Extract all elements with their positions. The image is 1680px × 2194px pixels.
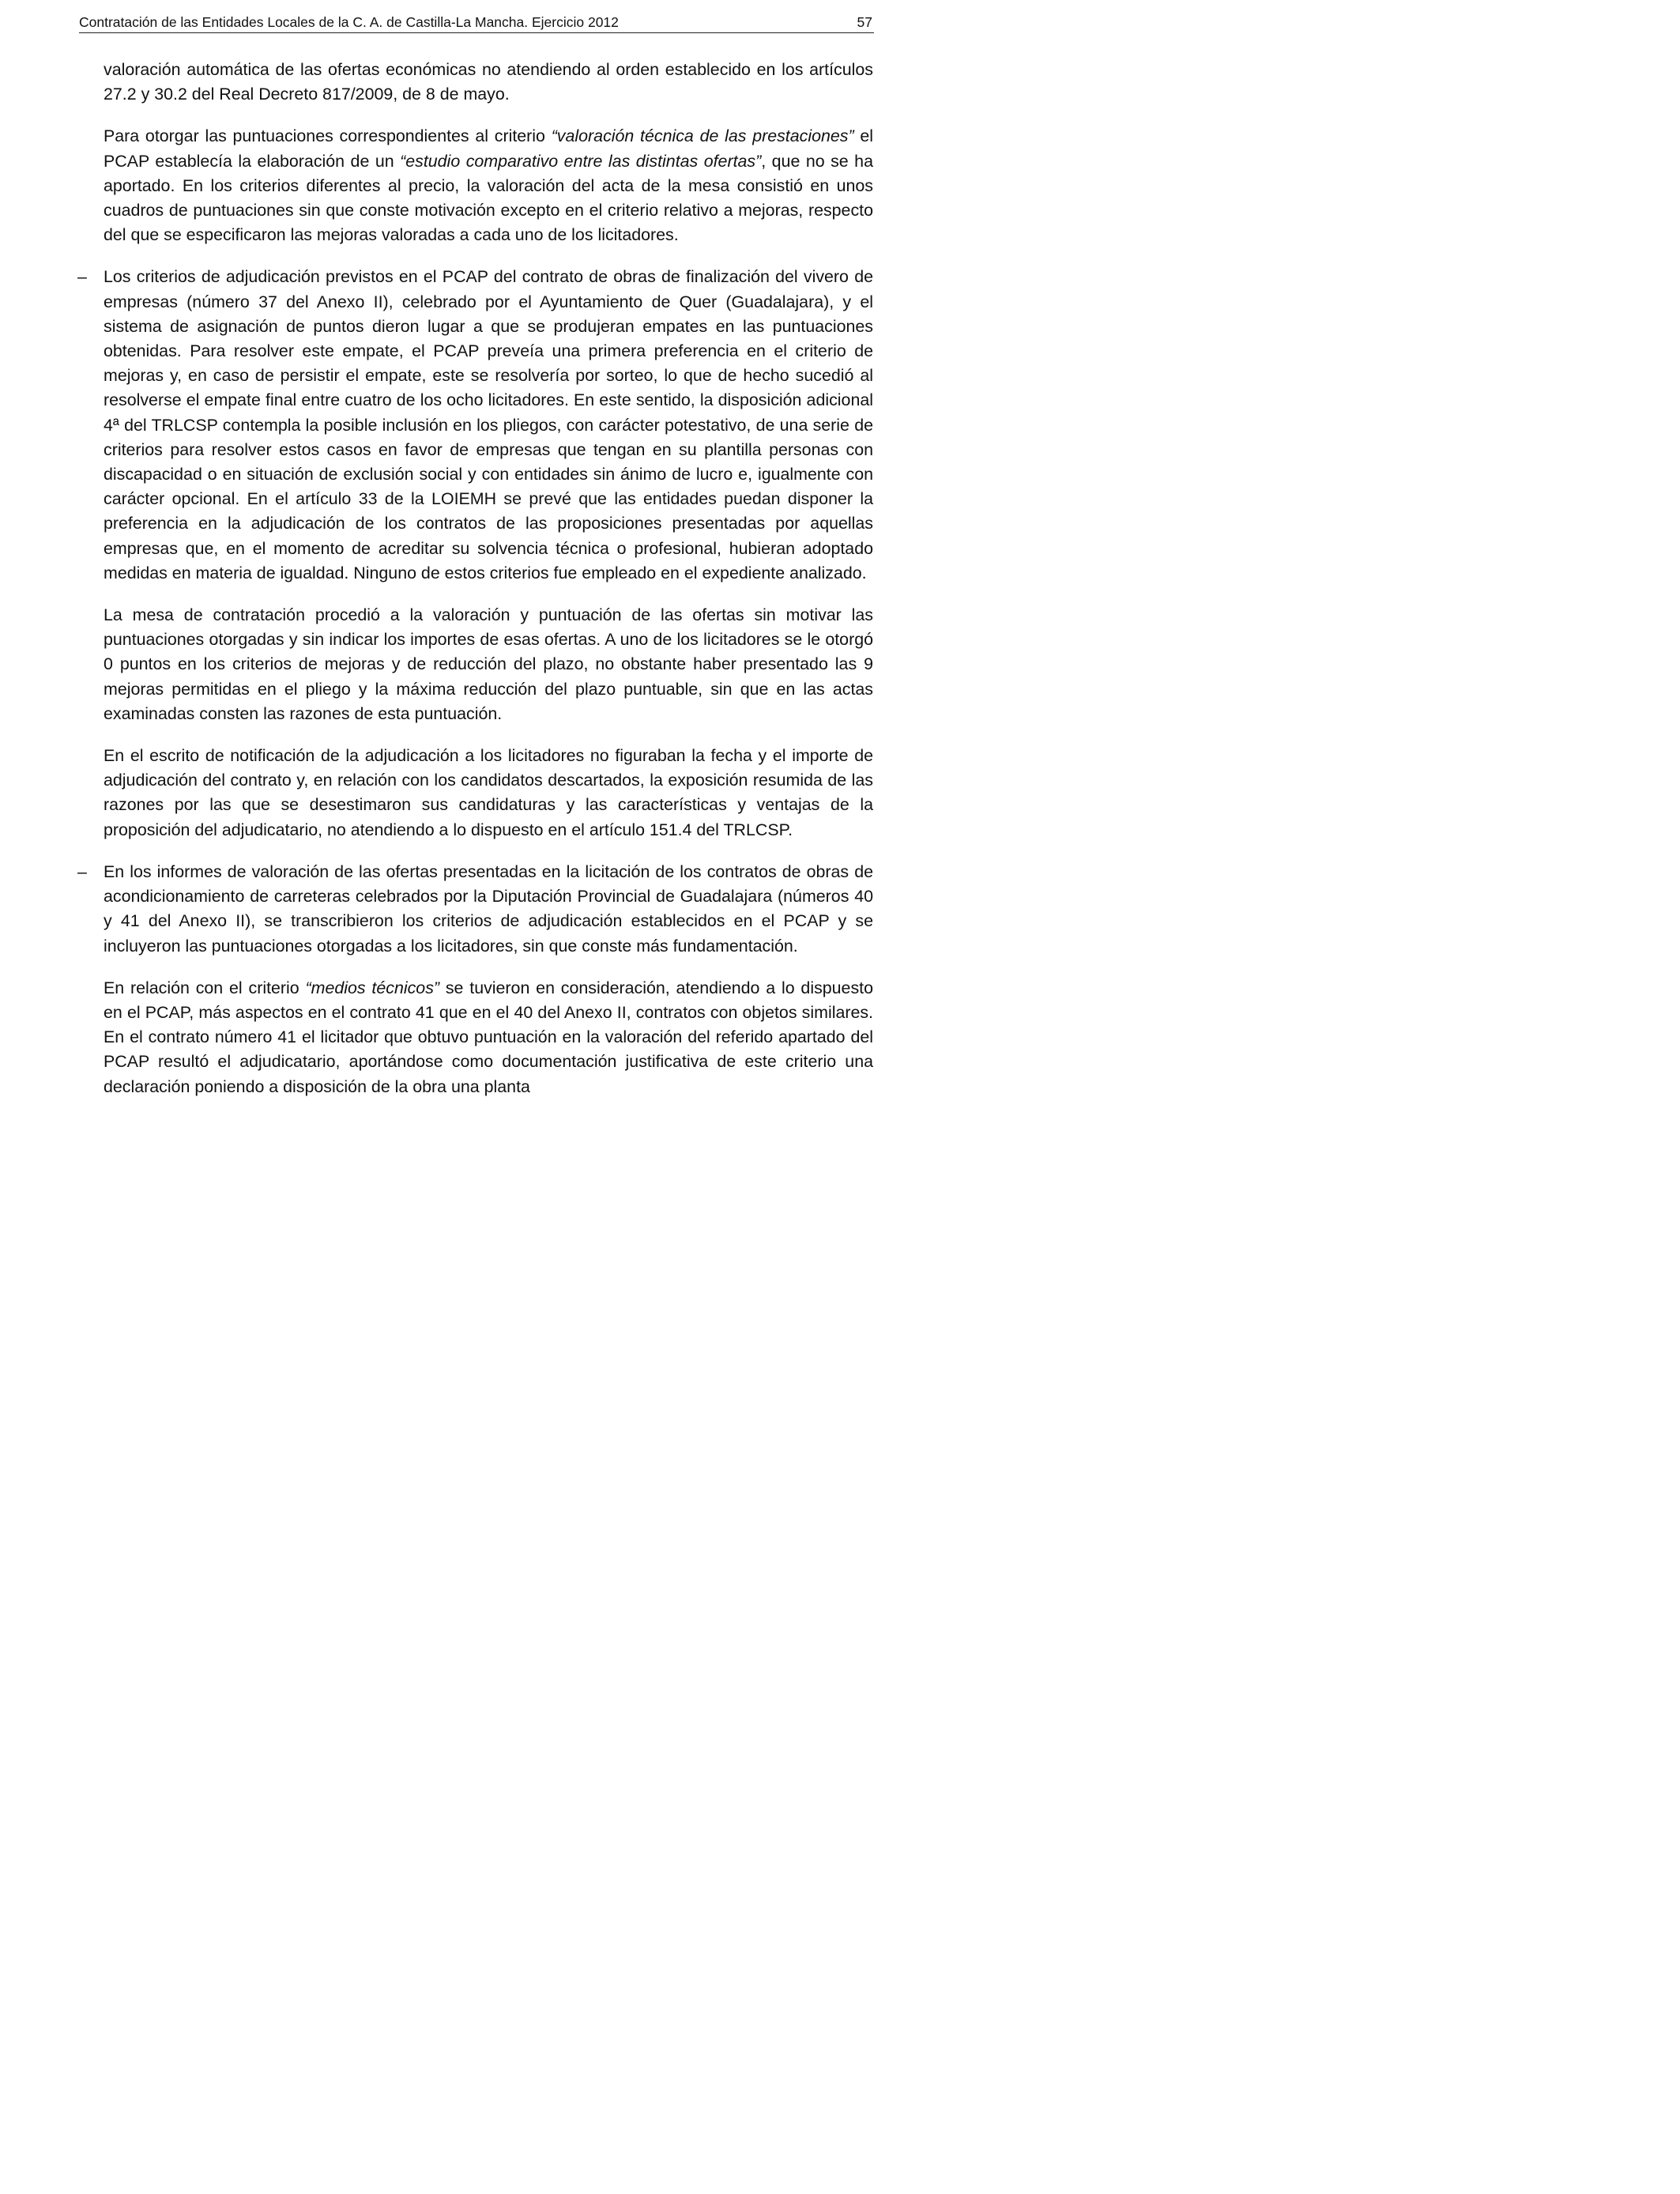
paragraph-text: Los criterios de adjudicación previstos en el PCAP del contrato de obras de finalización del vivero de empresas (número 37 del Anexo II), celebrado por el Ayuntamiento de Quer (Guadalajara), y el sistema de asignación de puntos dieron lugar a que se produjeran empates en las puntuaciones obtenidas. Para resolver este empate, el PCAP preveía una primera preferencia en el criterio de mejoras y, en caso de persistir el empate, este se resolvería por sorteo, lo que de hecho sucedió al resolverse el empate final entre cuatro de los ocho licitadores. En este sentido, la disposición adicional 4ª del TRLCSP contempla la posible inclusión en los pliegos, con carácter potestativo, de una serie de criterios para resolver estos casos en favor de empresas que tengan en su plantilla personas con discapacidad o en situación de exclusión social y con entidades sin ánimo de lucro e, igualmente con carácter opcional. En el artículo 33 de la LOIEMH se prevé que las entidades puedan disponer la preferencia en la adjudicación de los contratos de las proposiciones presentadas por aquellas empresas que, en el momento de acreditar su solvencia técnica o profesional, hubieran adoptado medidas en materia de igualdad. Ninguno de estos criterios fue empleado en el expediente analizado. [104, 267, 873, 582]
paragraph-text: valoración automática de las ofertas económicas no atendiendo al orden establecido en los artículos 27.2 y 30.2 del Real Decreto 817/2009, de 8 de mayo. [104, 60, 873, 104]
list-item [77, 860, 873, 959]
running-header [79, 11, 874, 33]
paragraph-text: En relación con el criterio [104, 978, 306, 997]
list-dash: – [77, 267, 87, 287]
body-text [77, 58, 874, 1117]
page-number: 57 [857, 14, 872, 30]
paragraph [104, 124, 873, 247]
header-title: Contratación de las Entidades Locales de la C. A. de Castilla-La Mancha. Ejercicio 2012 [79, 14, 619, 30]
paragraph-text: Para otorgar las puntuaciones correspondientes al criterio [104, 126, 552, 146]
paragraph-text: En los informes de valoración de las ofertas presentadas en la licitación de los contratos de obras de acondicionamiento de carreteras celebrados por la Diputación Provincial de Guadalajara (números 40 y 41 del Anexo II), se transcribieron los criterios de adjudicación establecidos en el PCAP y se incluyeron las puntuaciones otorgadas a los licitadores, sin que conste más fundamentación. [104, 861, 873, 956]
quoted-term: “estudio comparativo entre las distintas ofertas” [400, 151, 762, 171]
paragraph [104, 976, 873, 1099]
document-page [0, 0, 948, 1227]
paragraph-text: , que no se ha aportado. En los criterios diferentes al precio, la valoración del acta de la mesa consistió en unos cuadros de puntuaciones sin que conste motivación excepto en el criterio relativo a mejoras, respecto del que se especificaron las mejoras valoradas a cada uno de los licitadores. [104, 151, 873, 245]
paragraph-text: La mesa de contratación procedió a la valoración y puntuación de las ofertas sin motivar las puntuaciones otorgadas y sin indicar los importes de esas ofertas. A uno de los licitadores se le otorgó 0 puntos en los criterios de mejoras y de reducción del plazo, no obstante haber presentado las 9 mejoras permitidas en el pliego y la máxima reducción del plazo puntuable, sin que en las actas examinadas consten las razones de esta puntuación. [104, 605, 873, 723]
paragraph [104, 744, 873, 843]
list-dash: – [77, 861, 87, 881]
paragraph [104, 603, 873, 726]
quoted-term: “medios técnicos” [305, 978, 440, 997]
paragraph-text: se tuvieron en consideración, atendiendo a lo dispuesto en el PCAP, más aspectos en el contrato 41 que en el 40 del Anexo II, contratos con objetos similares. En el contrato número 41 el licitador que obtuvo puntuación en la valoración del referido apartado del PCAP resultó el adjudicatario, aportándose como documentación justificativa de este criterio una declaración poniendo a disposición de la obra una planta [104, 978, 873, 1096]
paragraph-text: el PCAP establecía la elaboración de un [104, 126, 874, 171]
paragraph [104, 58, 873, 107]
list-item [77, 265, 873, 586]
paragraph-text: En el escrito de notificación de la adjudicación a los licitadores no figuraban la fecha y el importe de adjudicación del contrato y, en relación con los candidatos descartados, la exposición resumida de las razones por las que se desestimaron sus candidaturas y las características y ventajas de la proposición del adjudicatario, no atendiendo a lo dispuesto en el artículo 151.4 del TRLCSP. [104, 746, 873, 839]
quoted-term: “valoración técnica de las prestaciones” [551, 126, 854, 146]
